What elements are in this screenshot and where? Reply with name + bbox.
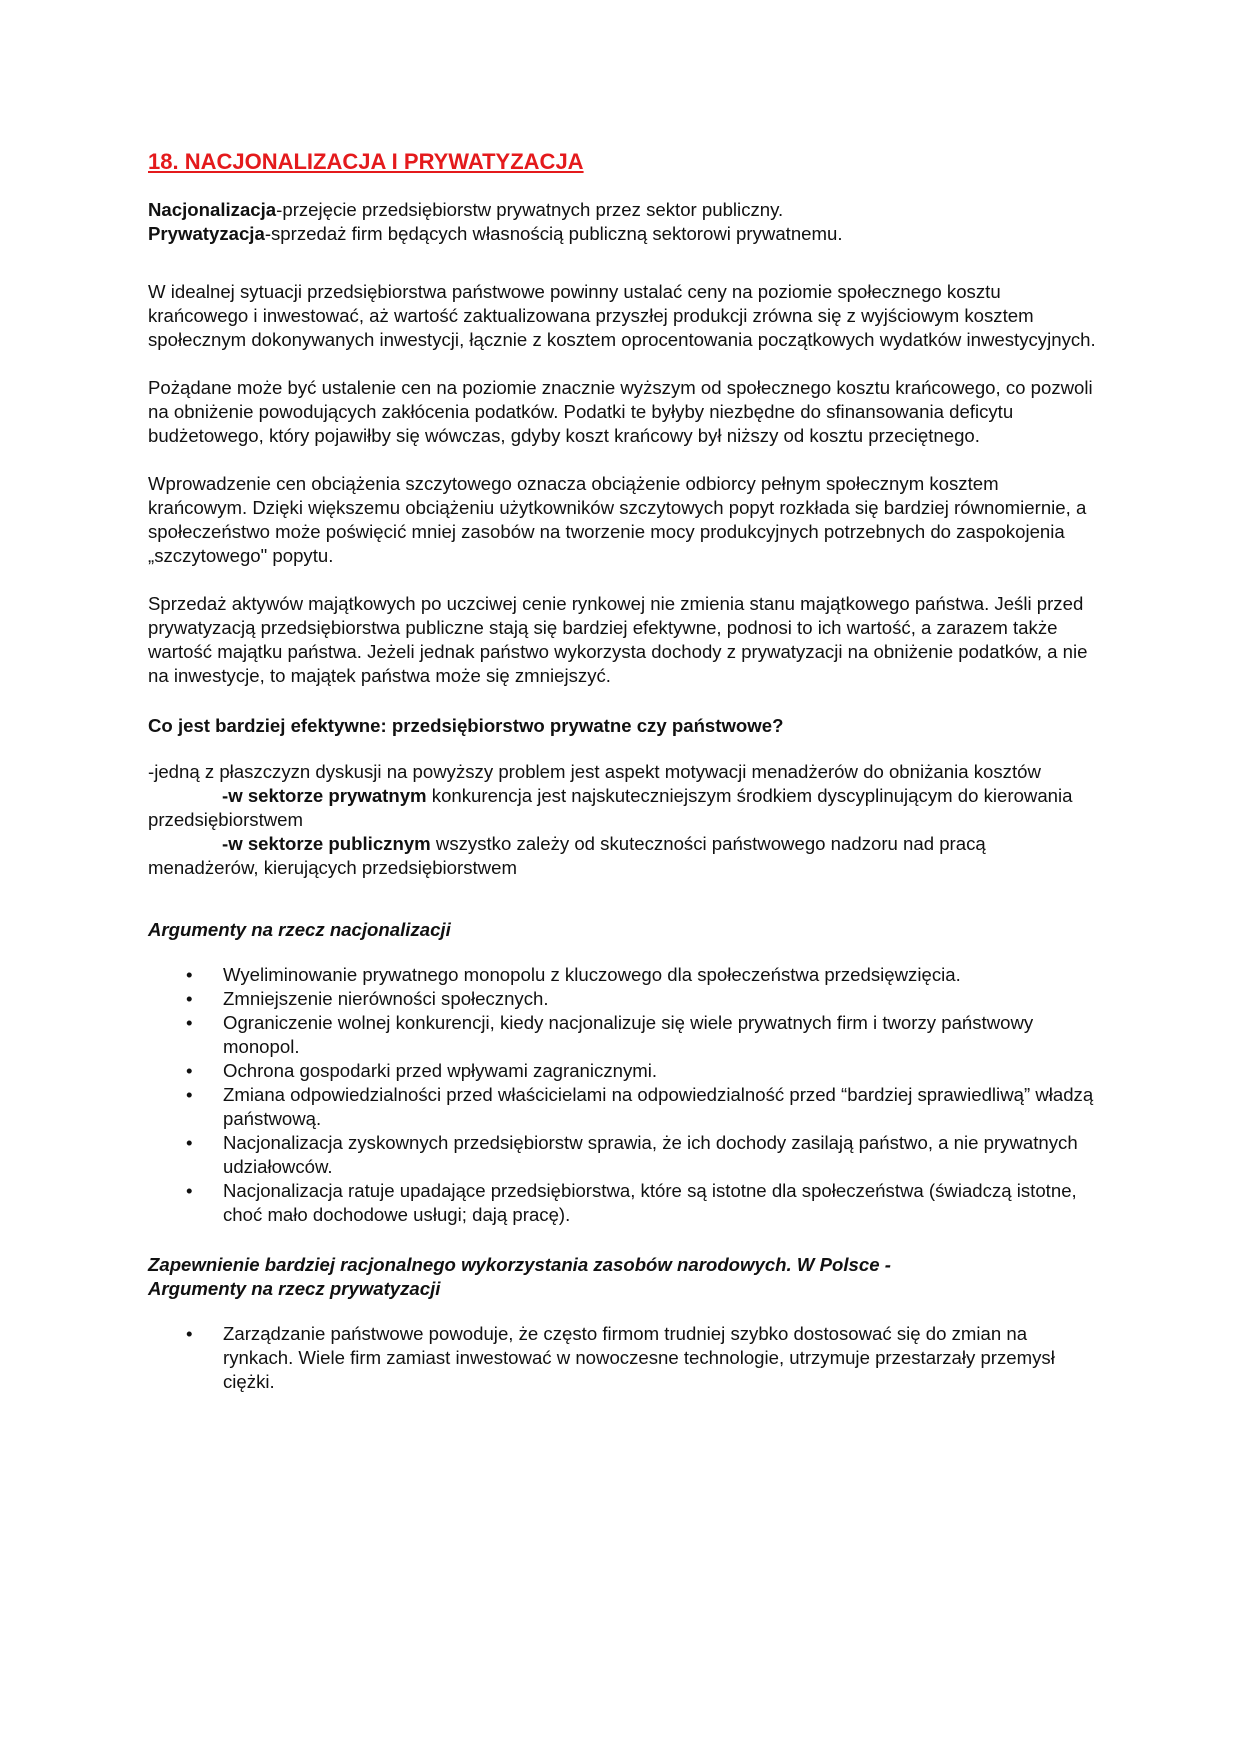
bullet-icon: • xyxy=(186,1180,193,1201)
paragraph-higher-prices: Pożądane może być ustalenie cen na poziomie znacznie wyższym od społecznego kosztu krańcowego, co pozwoli na obniżenie powodujących zakłócenia podatków. Podatki te byłyby niezbędne do sfinansowania deficytu budżetowego, który pojawiłby się wówczas, gdyby koszt krańcowy był niższy od kosztu przeciętnego. xyxy=(148,377,1093,446)
bullet-icon: • xyxy=(186,1060,193,1081)
list-item-text: Zmniejszenie nierówności społecznych. xyxy=(223,988,549,1009)
bullet-icon: • xyxy=(186,1012,193,1033)
definition-nationalization xyxy=(148,198,1098,222)
paragraph-pricing: W idealnej sytuacji przedsiębiorstwa państwowe powinny ustalać ceny na poziomie społecznego kosztu krańcowego i inwestować, aż wartość zaktualizowana przyszłej produkcji zrówna się z wyjściowym kosztem społecznym dokonywanych inwestycji, łącznie z kosztem oprocentowania początkowych wydatków inwestycyjnych. xyxy=(148,281,1096,350)
paragraph-peak-load: Wprowadzenie cen obciążenia szczytowego oznacza obciążenie odbiorcy pełnym społecznym kosztem krańcowym. Dzięki większemu obciążeniu użytkowników szczytowych popyt rozkłada się bardziej równomiernie, a społeczeństwo może poświęcić mniej zasobów na tworzenie mocy produkcyjnych potrzebnych do zaspokojenia „szczytowego" popytu. xyxy=(148,473,1087,566)
list-item-text: Zarządzanie państwowe powoduje, że często firmom trudniej szybko dostosować się do zmian na rynkach. Wiele firm zamiast inwestować w nowoczesne technologie, utrzymuje przestarzały przemysł ciężki. xyxy=(223,1323,1055,1392)
bullet-icon: • xyxy=(186,1084,193,1105)
list-item xyxy=(148,1011,1098,1059)
spacer xyxy=(148,246,1098,280)
discussion-public-text: wszystko zależy od skuteczności państwowego nadzoru nad pracą menadżerów, kierujących przedsiębiorstwem xyxy=(148,833,986,878)
list-item-text: Ograniczenie wolnej konkurencji, kiedy nacjonalizuje się wiele prywatnych firm i tworzy państwowy monopol. xyxy=(223,1012,1034,1057)
bullet-icon: • xyxy=(186,1132,193,1153)
page-title: 18. NACJONALIZACJA I PRYWATYZACJA xyxy=(148,149,584,174)
privatization-heading xyxy=(148,1253,1098,1301)
discussion-private-label: -w sektorze prywatnym xyxy=(222,785,427,806)
list-item xyxy=(148,1179,1098,1227)
bullet-icon: • xyxy=(186,964,193,985)
definition-text: -sprzedaż firm będących własnością publiczną sektorowi prywatnemu. xyxy=(264,223,843,244)
definition-text: -przejęcie przedsiębiorstw prywatnych przez sektor publiczny. xyxy=(276,199,784,220)
list-item xyxy=(148,987,1098,1011)
list-item xyxy=(148,963,1098,987)
definition-term: Nacjonalizacja xyxy=(148,199,277,220)
list-item xyxy=(148,1059,1098,1083)
discussion-private-text: konkurencja jest najskuteczniejszym środkiem dyscyplinującym do kierowania przedsiębiorstwem xyxy=(148,785,1073,830)
discussion-public-label: -w sektorze publicznym xyxy=(222,833,431,854)
list-item-text: Ochrona gospodarki przed wpływami zagranicznymi. xyxy=(223,1060,658,1081)
discussion-private xyxy=(148,784,1098,832)
bullet-icon: • xyxy=(186,988,193,1009)
definition-privatization xyxy=(148,222,1098,246)
question-heading: Co jest bardziej efektywne: przedsiębiorstwo prywatne czy państwowe? xyxy=(148,715,784,736)
definition-term: Prywatyzacja xyxy=(148,223,265,244)
privatization-heading-line1: Zapewnienie bardziej racjonalnego wykorzystania zasobów narodowych. W Polsce - xyxy=(148,1254,891,1275)
bullet-icon: • xyxy=(186,1323,193,1344)
privatization-heading-line2: Argumenty na rzecz prywatyzacji xyxy=(148,1278,441,1299)
list-item xyxy=(148,1083,1098,1131)
document-content xyxy=(148,148,1098,1394)
list-item-text: Nacjonalizacja ratuje upadające przedsiębiorstwa, które są istotne dla społeczeństwa (świadczą istotne, choć mało dochodowe usługi; dają pracę). xyxy=(223,1180,1077,1225)
paragraph-asset-sale: Sprzedaż aktywów majątkowych po uczciwej cenie rynkowej nie zmienia stanu majątkowego państwa. Jeśli przed prywatyzacją przedsiębiorstwa publiczne stają się bardziej efektywne, podnosi to ich wartość, a zarazem także wartość majątku państwa. Jeżeli jednak państwo wykorzysta dochody z prywatyzacji na obniżenie podatków, a nie na inwestycje, to majątek państwa może się zmniejszyć. xyxy=(148,593,1088,686)
list-item-text: Nacjonalizacja zyskownych przedsiębiorstw sprawia, że ich dochody zasilają państwo, a nie prywatnych udziałowców. xyxy=(223,1132,1078,1177)
list-item xyxy=(148,1131,1098,1179)
nationalization-heading: Argumenty na rzecz nacjonalizacji xyxy=(148,919,451,940)
privatization-list xyxy=(148,1322,1098,1394)
list-item-text: Wyeliminowanie prywatnego monopolu z kluczowego dla społeczeństwa przedsięwzięcia. xyxy=(223,964,961,985)
nationalization-list xyxy=(148,963,1098,1227)
list-item-text: Zmiana odpowiedzialności przed właścicielami na odpowiedzialność przed “bardziej sprawiedliwą” władzą państwową. xyxy=(223,1084,1094,1129)
discussion-public xyxy=(148,832,1098,880)
discussion-intro: -jedną z płaszczyzn dyskusji na powyższy problem jest aspekt motywacji menadżerów do obniżania kosztów xyxy=(148,761,1041,782)
list-item xyxy=(148,1322,1098,1394)
